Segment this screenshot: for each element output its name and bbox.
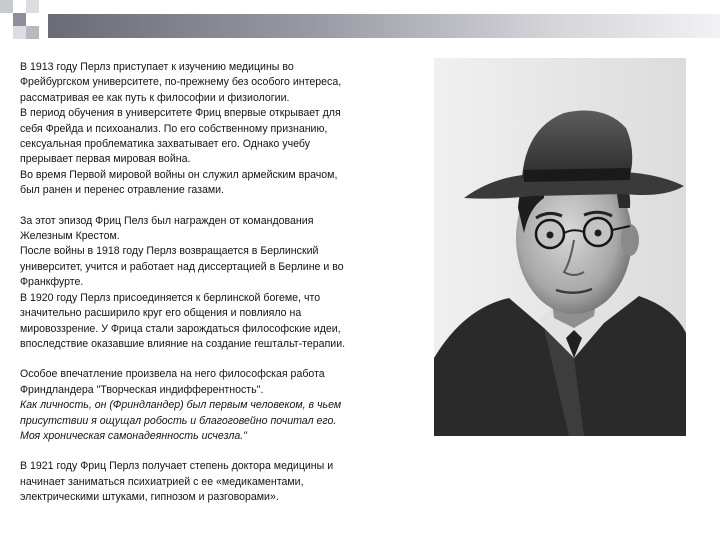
deco-square xyxy=(26,0,39,13)
paragraph-friedlander: Особое впечатление произвела на него философская работа Фриндландера "Творческая индифферентность". xyxy=(20,368,325,396)
slide-header-decoration xyxy=(0,0,720,50)
paragraph-iron-cross: За этот эпизод Фриц Пелз был награжден от командования Железным Крестом. После войны в 1918 году Перлз возвращается в Берлинский университет, учится и работает над диссертацией в Берлине и во Франкфурте. В 1920 году Перлз присоединяется к берлинской богеме, что значительно расширило круг его общения и повлияло на мировоззрение. У Фрица стали зарождаться философские идеи, впоследствие оказавшие влияние на создание гештальт-терапии. xyxy=(20,214,346,350)
deco-square xyxy=(13,26,26,39)
deco-square xyxy=(0,13,13,26)
paragraph-1921: В 1921 году Фриц Перлз получает степень доктора медицины и начинает заниматься психиатрией с ее «медикаментами, электрическими штуками, гипнозом и разговорами». xyxy=(20,460,334,504)
paragraph-1913: В 1913 году Перлз приступает к изучению медицины во Фрейбургском университете, по-прежнему без особого интереса, рассматривая ее как путь к философии и физиологии. В период обучения в университете Фриц впервые открывает для себя Фрейда и психоанализ. По его собственному признанию, сексуальная проблематика захватывает его. Однако учебу прерывает первая мировая война. Во время Первой мировой войны он служил армейским врачом, был ранен и перенес отравление газами. xyxy=(20,61,342,197)
header-gradient-bar xyxy=(48,14,720,38)
portrait-photo xyxy=(434,58,686,436)
deco-square xyxy=(13,0,26,13)
deco-square xyxy=(26,13,39,26)
deco-square xyxy=(13,13,26,26)
deco-square xyxy=(0,0,13,13)
deco-square xyxy=(26,26,39,39)
slide-text-body xyxy=(20,60,420,506)
quote-friedlander: Как личность, он (Фриндландер) был первым человеком, в чьем присутствии я ощущал робость и благоговейно почитал его. Моя хроническая самонадеянность исчезла." xyxy=(20,399,342,442)
